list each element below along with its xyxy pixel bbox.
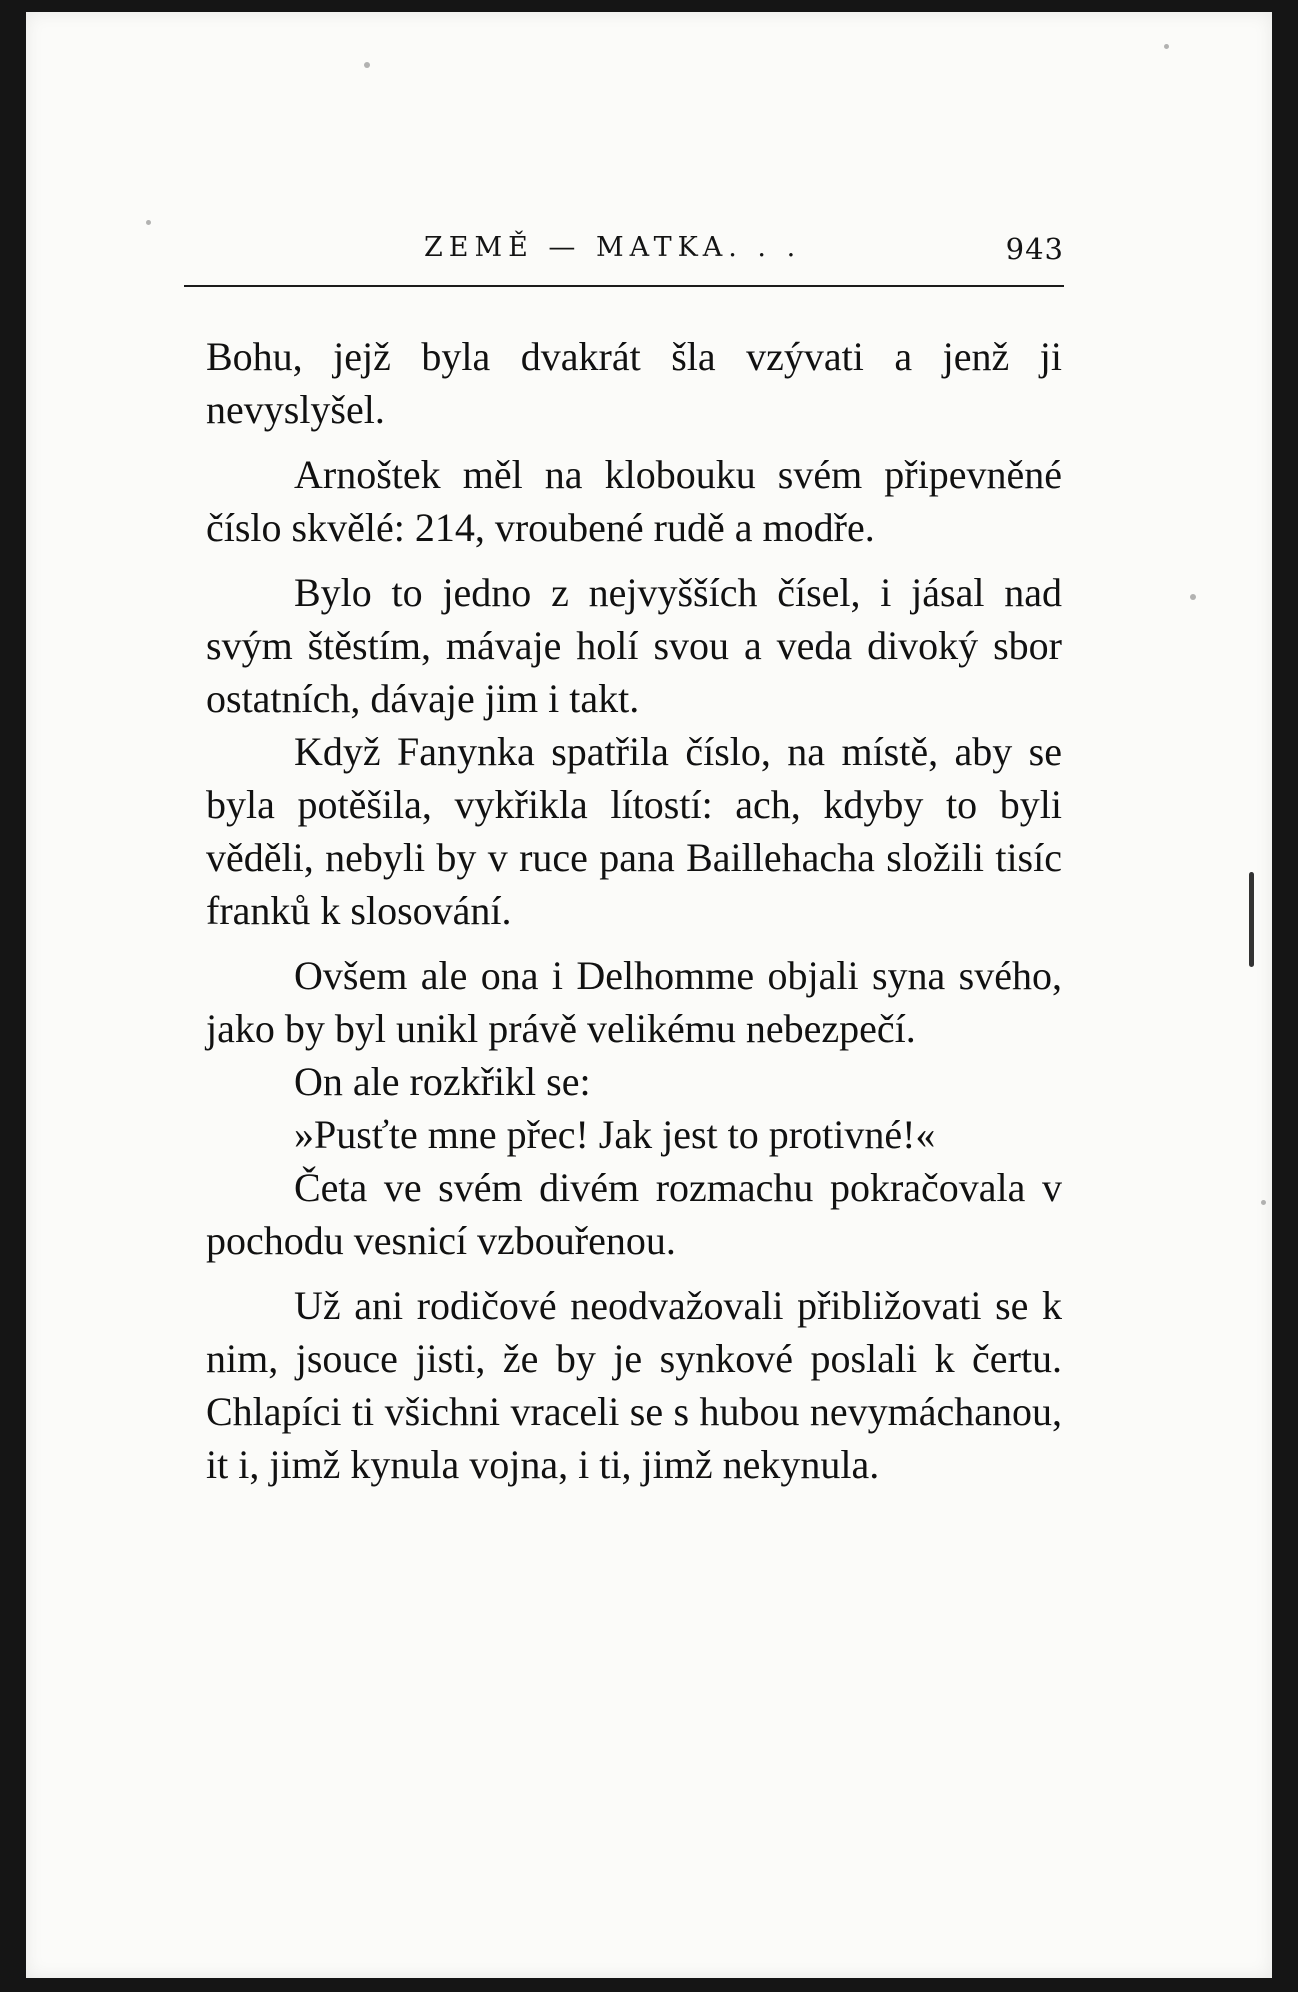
paper-speck <box>1261 1200 1266 1205</box>
page-header <box>184 222 1064 282</box>
paper-speck <box>364 62 370 68</box>
paragraph: Arnoštek měl na klobouku svém připevněné číslo skvělé: 214, vroubené rudě a modře. <box>206 452 1062 550</box>
paper-speck <box>1164 44 1169 49</box>
paragraph: Ovšem ale ona i Delhomme objali syna svého, jako by byl unikl právě velikému nebezpečí. <box>206 953 1062 1051</box>
paragraph: Už ani rodičové neodvažovali přibližovati se k nim, jsouce jisti, že by je synkové poslali k čertu. Chlapíci ti všichni vraceli se s hubou nevymáchanou, it i, jimž kynula vojna, i ti, jimž nekynula. <box>206 1283 1062 1487</box>
paper-speck <box>1190 594 1196 600</box>
page-edge-mark <box>1249 872 1254 967</box>
paper-speck <box>146 220 151 225</box>
paragraph: Četa ve svém divém rozmachu pokračovala v pochodu vesnicí vzbouřenou. <box>206 1165 1062 1263</box>
page-number: 943 <box>1005 232 1064 266</box>
running-title: ZEMĚ — MATKA. . . <box>424 232 802 263</box>
paragraph: On ale rozkřikl se: <box>294 1059 591 1104</box>
quoted-speech: »Pusťte mne přec! Jak jest to protivné!« <box>294 1112 936 1157</box>
header-rule <box>184 285 1064 287</box>
paragraph: Když Fanynka spatřila číslo, na místě, aby se byla potěšila, vykřikla lítostí: ach, kdyby to byli věděli, nebyli by v ruce pana Baillehacha složili tisíc franků k slosování. <box>206 729 1062 933</box>
body-text <box>206 330 1062 1491</box>
paragraph: Bohu, jejž byla dvakrát šla vzývati a jenž ji nevyslyšel. <box>206 334 1062 432</box>
paragraph: Bylo to jedno z nejvyšších čísel, i jásal nad svým štěstím, mávaje holí svou a veda divoký sbor ostatních, dávaje jim i takt. <box>206 570 1062 721</box>
